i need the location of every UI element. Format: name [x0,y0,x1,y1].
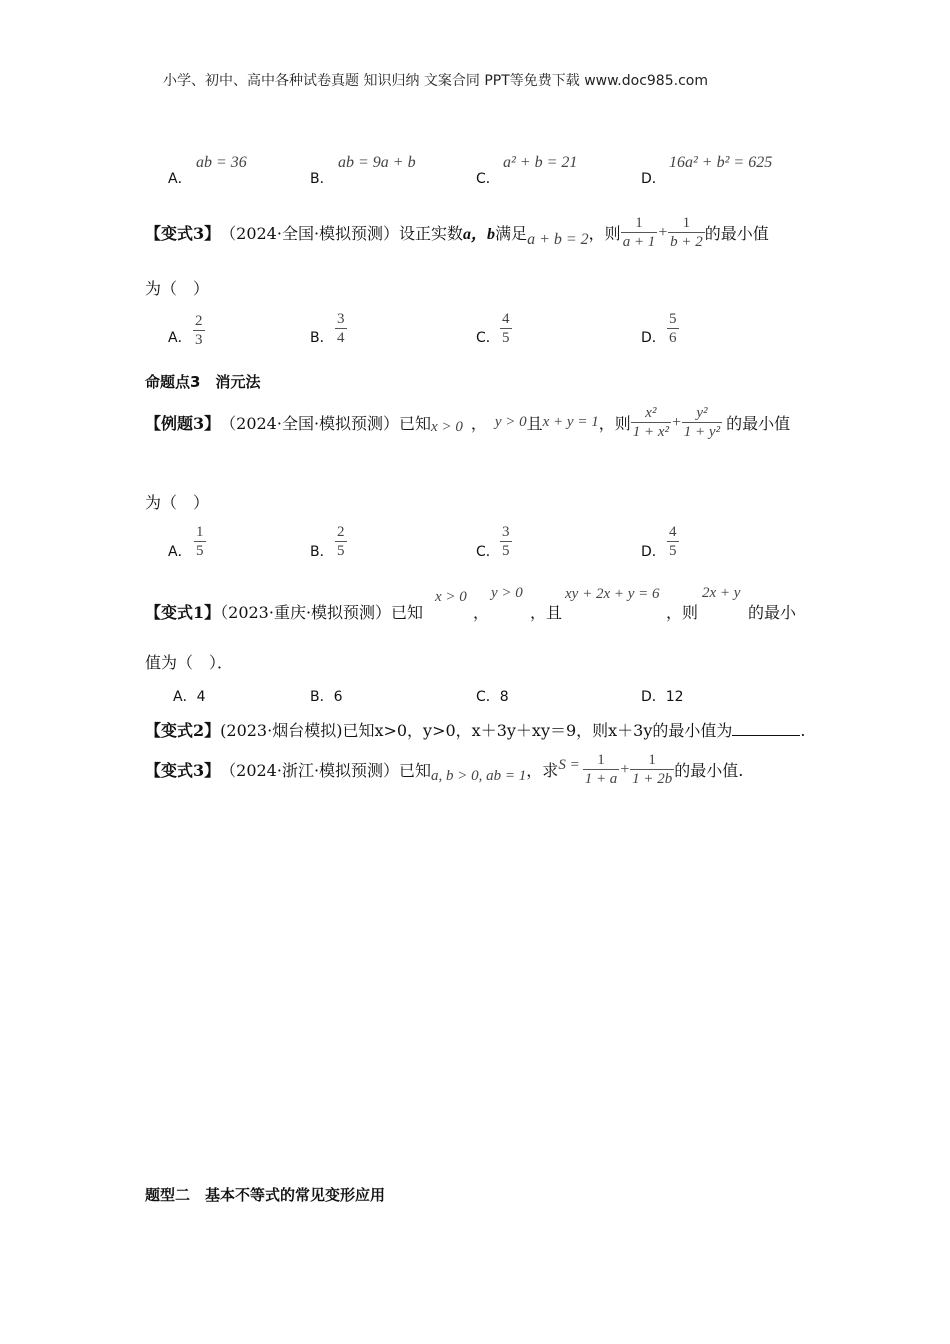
q2-option-c-frac [500,524,512,559]
q4-source: (2023·烟台模拟) [220,721,343,740]
q2-cond-1: x > 0 [431,419,463,435]
section-heading-type2: 题型二 基本不等式的常见变形应用 [145,1186,386,1204]
q1-option-b-den: 4 [337,329,345,346]
q2-option-c-label: C． [476,544,500,560]
q5-fraction-1 [583,752,620,787]
q0-option-d-label: D． [641,171,666,187]
q1-option-c-frac [500,311,512,346]
q2-option-a-den: 5 [196,542,204,559]
q2-tag: 【例题3】 [145,414,221,433]
q2-stem [145,405,790,440]
q3-option-a: A．4 [173,689,206,705]
q2-fraction-2-num: y² [696,405,708,421]
q3-cond-2: y > 0 [491,585,523,601]
q2-fraction-1-num: x² [645,405,657,421]
q1-option-d-num: 5 [669,311,677,327]
q3-option-d: D．12 [641,689,684,705]
q5-fraction-1-num: 1 [597,752,605,768]
q1-fraction-2-num: 1 [682,215,691,231]
q5-tail: 的最小值. [674,761,744,780]
q1-option-c-den: 5 [502,329,510,346]
q1-satisfy: 满足 [495,224,528,243]
q2-plus: + [671,413,682,431]
q3-sep-1: ， [473,603,490,622]
q2-cond-3: x + y = 1 [542,414,599,430]
q2-option-d-den: 5 [669,542,677,559]
q5-condition: a, b > 0, ab = 1 [431,768,527,784]
q1-option-b-label: B． [310,330,334,346]
q2-option-b-den: 5 [337,542,345,559]
q2-tail: 的最小值 [726,414,791,433]
q1-line2: 为（ ） [145,279,210,298]
q3-tail: 的最小 [748,603,797,622]
q2-option-d-frac [667,524,679,559]
q4-answer-blank [732,721,800,736]
q1-option-d-den: 6 [669,329,677,346]
q4-tag: 【变式2】 [145,721,221,740]
q4-text: 已知x>0，y>0，x＋3y＋xy＝9，则x＋3y的最小值为 [342,721,733,740]
q3-source: （2023·重庆·模拟预测）已知 [220,603,424,622]
q0-option-b-label: B． [310,171,334,187]
q5-stem [145,752,743,787]
q1-option-a-den: 3 [195,331,203,348]
q2-source: （2024·全国·模拟预测）已知 [220,414,432,433]
page-header: 小学、初中、高中各种试卷真题 知识归纳 文案合同 PPT等免费下载 www.doc985.com [163,73,708,89]
q1-condition: a + b = 2 [527,230,589,248]
q2-fraction-2 [682,405,722,440]
q0-option-b-expr: ab = 9a + b [338,154,416,171]
q3-line2: 值为（ ）． [145,653,234,672]
q2-option-d-label: D． [641,544,666,560]
q1-option-a-num: 2 [195,313,203,329]
q4-end: . [800,721,806,740]
q3-tag: 【变式1】 [145,603,221,622]
q1-stem [145,215,769,250]
q2-option-a-label: A． [168,544,192,560]
q2-option-a-frac [194,524,206,559]
q2-option-c-den: 5 [502,542,510,559]
q1-fraction-1 [621,215,658,250]
q5-fraction-2-den: 1 + 2b [632,770,673,787]
q1-option-a-label: A． [168,330,192,346]
q2-option-a-num: 1 [196,524,204,540]
q2-option-d-num: 4 [669,524,677,540]
q3-option-c: C．8 [476,689,509,705]
q3-target: 2x + y [702,585,741,601]
q1-fraction-2 [668,215,705,250]
q0-option-a-expr: ab = 36 [196,154,247,171]
q1-option-d-frac [667,311,679,346]
q0-option-d-expr: 16a² + b² = 625 [669,154,773,171]
q3-cond-3: xy + 2x + y = 6 [565,586,660,602]
q5-source: （2024·浙江·模拟预测）已知 [220,761,432,780]
q4-stem [145,718,806,741]
q1-plus: + [657,223,669,241]
q2-sep: ， [470,414,487,433]
q1-vars: a，b [463,226,496,243]
q1-option-d-label: D． [641,330,666,346]
section-heading-3: 命题点3 消元法 [145,373,261,391]
q0-option-c-expr: a² + b = 21 [503,154,578,171]
q2-fraction-2-den: 1 + y² [683,423,721,440]
q5-lhs: S = [558,757,580,773]
q2-option-b-frac [335,524,347,559]
q1-option-b-frac [335,311,347,346]
q1-tail: 的最小值 [704,224,769,243]
q5-fraction-1-den: 1 + a [584,770,618,787]
q1-option-b-num: 3 [337,311,345,327]
q1-fraction-2-den: b + 2 [670,233,703,250]
q2-option-b-label: B． [310,544,334,560]
q3-option-b: B．6 [310,689,343,705]
q2-and: 且 [526,414,543,433]
q3-cond-1: x > 0 [435,589,467,605]
q5-fraction-2-num: 1 [648,752,656,768]
q2-cond-2: y > 0 [494,414,527,430]
q1-tag: 【变式3】 [145,224,221,243]
q3-stem-left [145,600,423,623]
q3-then: ，则 [666,603,699,622]
q1-option-a-frac [193,313,205,348]
q1-fraction-1-den: a + 1 [622,233,656,250]
q2-option-b-num: 2 [337,524,345,540]
q1-option-c-label: C． [476,330,500,346]
q1-source: （2024·全国·模拟预测）设正实数 [220,224,464,243]
q2-then: ，则 [598,414,631,433]
q5-plus: + [619,760,631,778]
q3-sep-2: ，且 [530,603,563,622]
q2-fraction-1 [631,405,671,440]
q1-fraction-1-num: 1 [635,215,643,231]
q5-ask: ，求 [526,761,559,780]
q2-option-c-num: 3 [502,524,510,540]
q2-fraction-1-den: 1 + x² [632,423,669,440]
q5-fraction-2 [630,752,674,787]
q0-option-a-label: A． [168,171,192,187]
q1-option-c-num: 4 [502,311,510,327]
q0-option-c-label: C． [476,171,500,187]
q2-line2: 为（ ） [145,493,210,512]
q5-tag: 【变式3】 [145,761,221,780]
q1-then: ，则 [588,224,621,243]
